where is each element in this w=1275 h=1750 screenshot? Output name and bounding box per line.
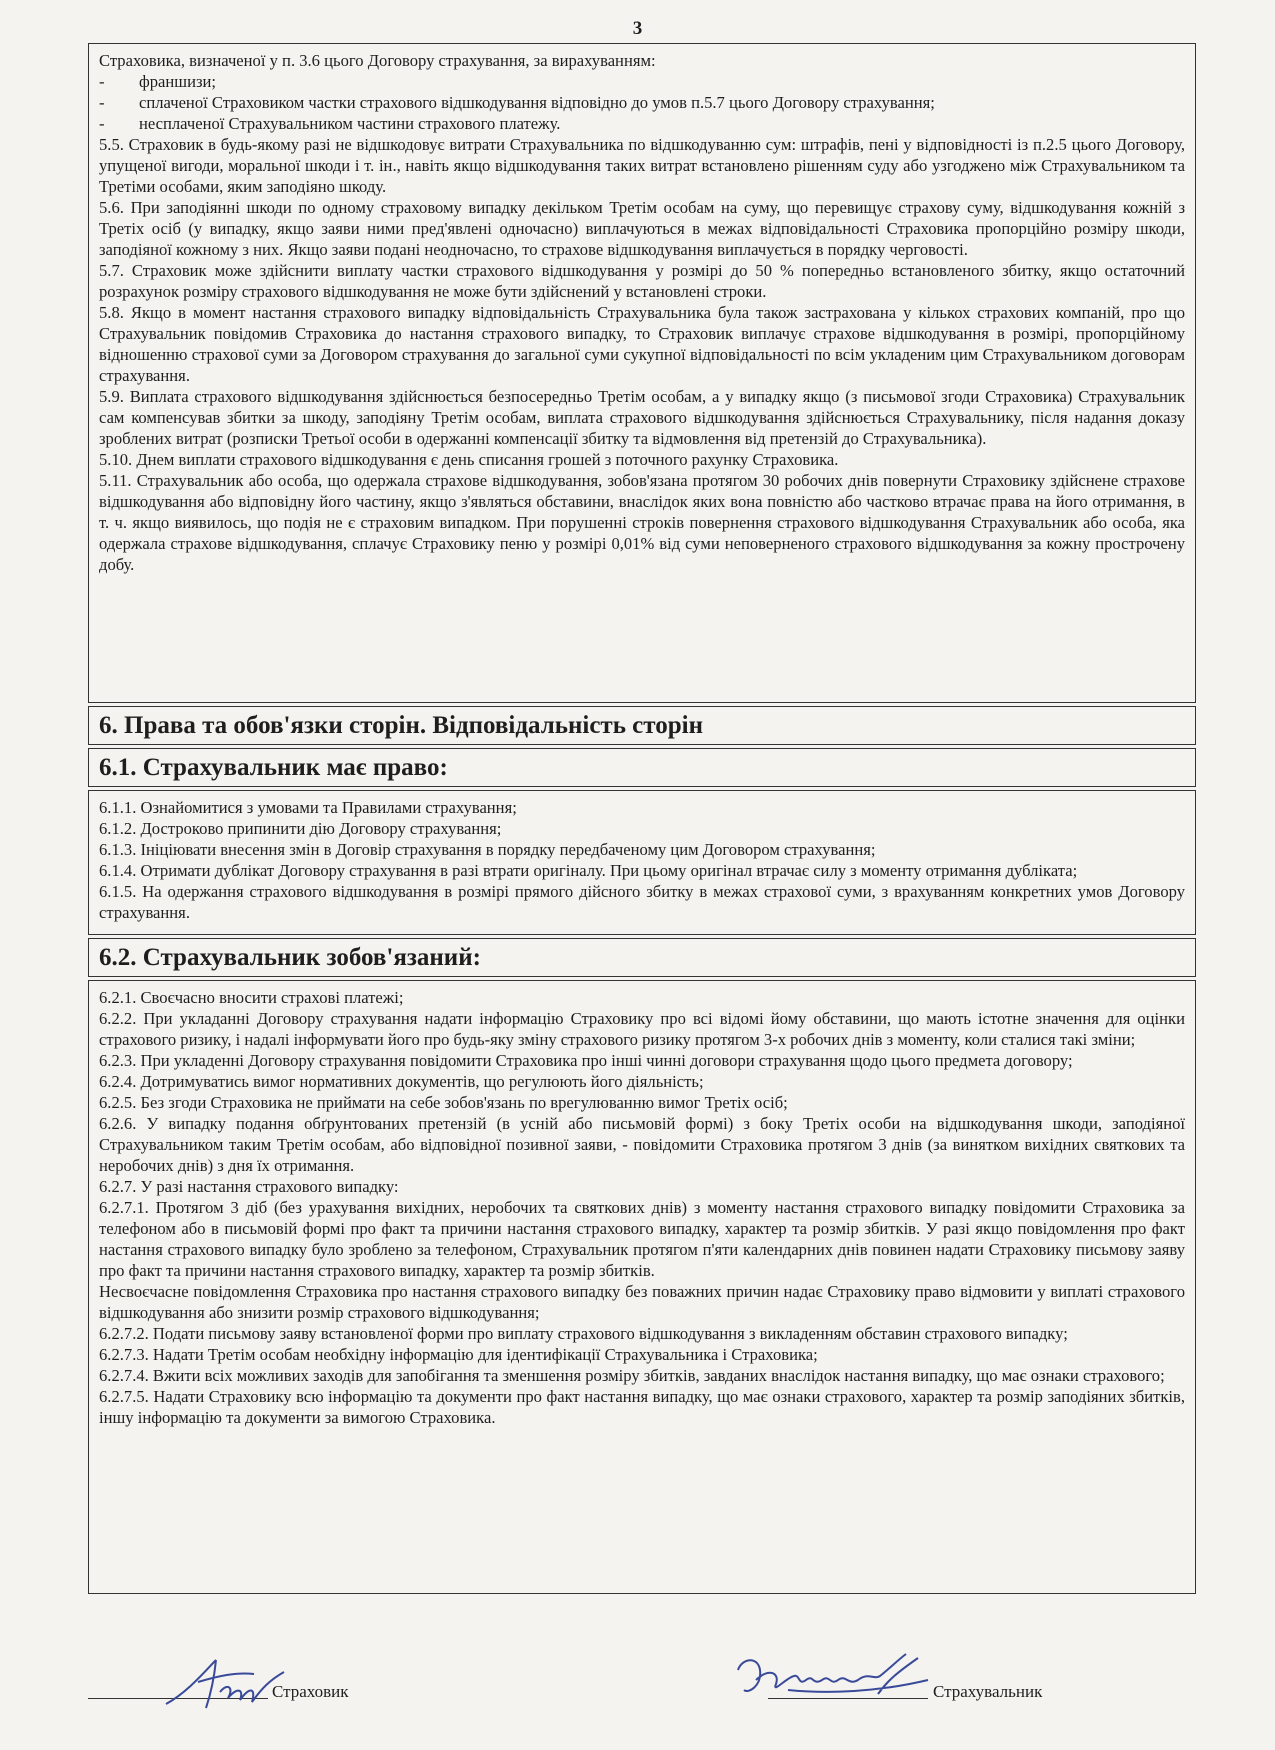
subsection-6-1-heading: 6.1. Страхувальник має право: (88, 748, 1196, 787)
list-item: 6.2.7.5. Надати Страховику всю інформацію та документи про факт настання випадку, що має ознаки страхового, характер та розмір заподіяних збитків, іншу інформацію та документи за вимогою Страховика. (99, 1387, 1185, 1427)
list-item: 6.2.7.3. Надати Третім особам необхідну інформацію для ідентифікації Страхувальника і Страховика; (99, 1345, 818, 1364)
list-item: - сплаченої Страховиком частки страхового відшкодування відповідно до умов п.5.7 цього Договору страхування; (99, 93, 935, 112)
insured-signature (728, 1650, 958, 1716)
list-item: 6.1.5. На одержання страхового відшкодування в розмірі прямого дійсного збитку в межах страхової суми, з врахуванням конкретних умов Договору страхування. (99, 882, 1185, 922)
list-item: 6.2.1. Своєчасно вносити страхові платежі; (99, 988, 404, 1007)
section-6-heading: 6. Права та обов'язки сторін. Відповідальність сторін (88, 706, 1196, 745)
paragraph: 5.9. Виплата страхового відшкодування здійснюється безпосередньо Третім особам, а у випадку якщо (з письмової згоди Страховика) Страхувальник сам компенсував збитки за шкоду, заподіяну Третім особам, виплата страхового відшкодування здійснюється Страхувальнику, після надання доказу зроблених витрат (розписки Третьої особи в одержанні компенсації збитку та відмовлення від претензій до Страхувальника). (99, 387, 1185, 448)
list-item: 6.1.3. Ініціювати внесення змін в Договір страхування в порядку передбаченому цим Договором страхування; (99, 840, 876, 859)
paragraph: 5.11. Страхувальник або особа, що одержала страхове відшкодування, зобов'язана протягом 30 робочих днів повернути Страховику здійснене страхове відшкодування або відповідну його частину, якщо з'являться обставини, внаслідок яких вона повністю або частково втрачає права на його отримання, в т. ч. якщо виявилось, що подія не є страховим випадком. При порушенні строків повернення страхового відшкодування Страхувальник або особа, яка одержала страхове відшкодування, сплачує Страховику пеню у розмірі 0,01% від суми неповерненого страхового відшкодування за кожну прострочену добу. (99, 471, 1185, 574)
list-item: - несплаченої Страхувальником частини страхового платежу. (99, 114, 561, 133)
paragraph: 5.7. Страховик може здійснити виплату частки страхового відшкодування у розмірі до 50 % попередньо встановленого збитку, якщо остаточний розрахунок розміру страхового відшкодування не може бути здійснений у встановлені строки. (99, 261, 1185, 301)
list-item: 6.2.6. У випадку подання обґрунтованих претензій (в усній або письмовій формі) з боку Третіх особи на відшкодування шкоди, заподіяної Страхувальником таким Третім особам, або відповідної позивної заяви, - повідомити Страховика протягом 3 днів (за винятком вихідних святкових та неробочих днів) з дня їх отримання. (99, 1114, 1185, 1175)
subsection-6-2-heading: 6.2. Страхувальник зобов'язаний: (88, 938, 1196, 977)
paragraph: Страховика, визначеної у п. 3.6 цього Договору страхування, за вирахуванням: (99, 51, 656, 70)
subsection-6-2-body (88, 980, 1196, 1594)
list-item: 6.2.7. У разі настання страхового випадку: (99, 1177, 399, 1196)
paragraph: 5.6. При заподіянні шкоди по одному страховому випадку декільком Третім особам на суму, що перевищує страхову суму, відшкодування кожній з Третіх осіб (у випадку, якщо заяви ними пред'явлені одночасно) виплачуються в межах відповідальності Страховика пропорційно розміру шкоди, заподіяної кожному з них. Якщо заяви подані неодночасно, то страхове відшкодування виплачується в порядку черговості. (99, 198, 1185, 259)
list-item: Несвоєчасне повідомлення Страховика про настання страхового випадку без поважних причин надає Страховику право відмовити у виплаті страхового відшкодування або знизити розмір страхового відшкодування; (99, 1282, 1185, 1322)
document-body (88, 43, 1196, 1597)
list-item: 6.2.7.4. Вжити всіх можливих заходів для запобігання та зменшення розміру збитків, завданих внаслідок настання випадку, що має ознаки страхового; (99, 1366, 1165, 1385)
list-item: - франшизи; (99, 72, 216, 91)
list-item: 6.2.5. Без згоди Страховика не приймати на себе зобов'язань по врегулюванню вимог Третіх осіб; (99, 1093, 788, 1112)
signature-row (88, 1660, 1196, 1720)
list-item: 6.2.2. При укладанні Договору страхування надати інформацію Страховику про всі відомі йому обставини, що мають істотне значення для оцінки страхового ризику, і надалі інформувати його про будь-яку зміну страхового ризику протягом 3-х робочих днів з моменту, коли сталися такі зміни; (99, 1009, 1185, 1049)
subsection-6-1-body (88, 790, 1196, 935)
insurer-label: Страховик (272, 1682, 349, 1701)
list-item: 6.1.4. Отримати дублікат Договору страхування в разі втрати оригіналу. При цьому оригінал втрачає силу з моменту отримання дубліката; (99, 861, 1078, 880)
list-item: 6.1.1. Ознайомитися з умовами та Правилами страхування; (99, 798, 517, 817)
paragraph: 5.5. Страховик в будь-якому разі не відшкодовує витрати Страхувальника по відшкодуванню сум: штрафів, пені у відповідності із п.2.5 цього Договору, упущеної вигоди, моральної шкоди і т. ін., навіть якщо відшкодування таких витрат встановлено рішенням суду або узгоджено між Страхувальником та Третіми особами, яким заподіяно шкоду. (99, 135, 1185, 196)
list-item: 6.2.7.2. Подати письмову заяву встановленої форми про виплату страхового відшкодування з викладенням обставин страхового випадку; (99, 1324, 1068, 1343)
section-5-continuation (88, 43, 1196, 703)
list-item: 6.1.2. Достроково припинити дію Договору страхування; (99, 819, 502, 838)
paragraph: 5.8. Якщо в момент настання страхового випадку відповідальність Страхувальника була також застрахована у кількох страхових компаній, про що Страхувальник повідомив Страховика до настання страхового випадку, то Страховик виплачує страхове відшкодування в розмірі, пропорційному відношенню страхової суми за Договором страхування до загальної суми сукупної відповідальності по всім укладеним цим Страхувальником договорам страхування. (99, 303, 1185, 385)
list-item: 6.2.4. Дотримуватись вимог нормативних документів, що регулюють його діяльність; (99, 1072, 704, 1091)
list-item: 6.2.3. При укладенні Договору страхування повідомити Страховика про інші чинні договори страхування щодо цього предмета договору; (99, 1051, 1073, 1070)
page-number: 3 (632, 18, 643, 39)
list-item: 6.2.7.1. Протягом 3 діб (без урахування вихідних, неробочих та святкових днів) з моменту настання страхового випадку повідомити Страховика за телефоном або в письмовій формі про факт та причини настання страхового випадку, характер та розмір збитків. У разі якщо повідомлення про факт настання страхового випадку було зроблено за телефоном, Страхувальник протягом п'яти календарних днів повинен надати Страховику письмову заяву про факт та причини настання страхового випадку, характер та розмір збитків. (99, 1198, 1185, 1280)
insured-label: Страхувальник (933, 1682, 1043, 1701)
paragraph: 5.10. Днем виплати страхового відшкодування є день списання грошей з поточного рахунку Страховика. (99, 450, 839, 469)
